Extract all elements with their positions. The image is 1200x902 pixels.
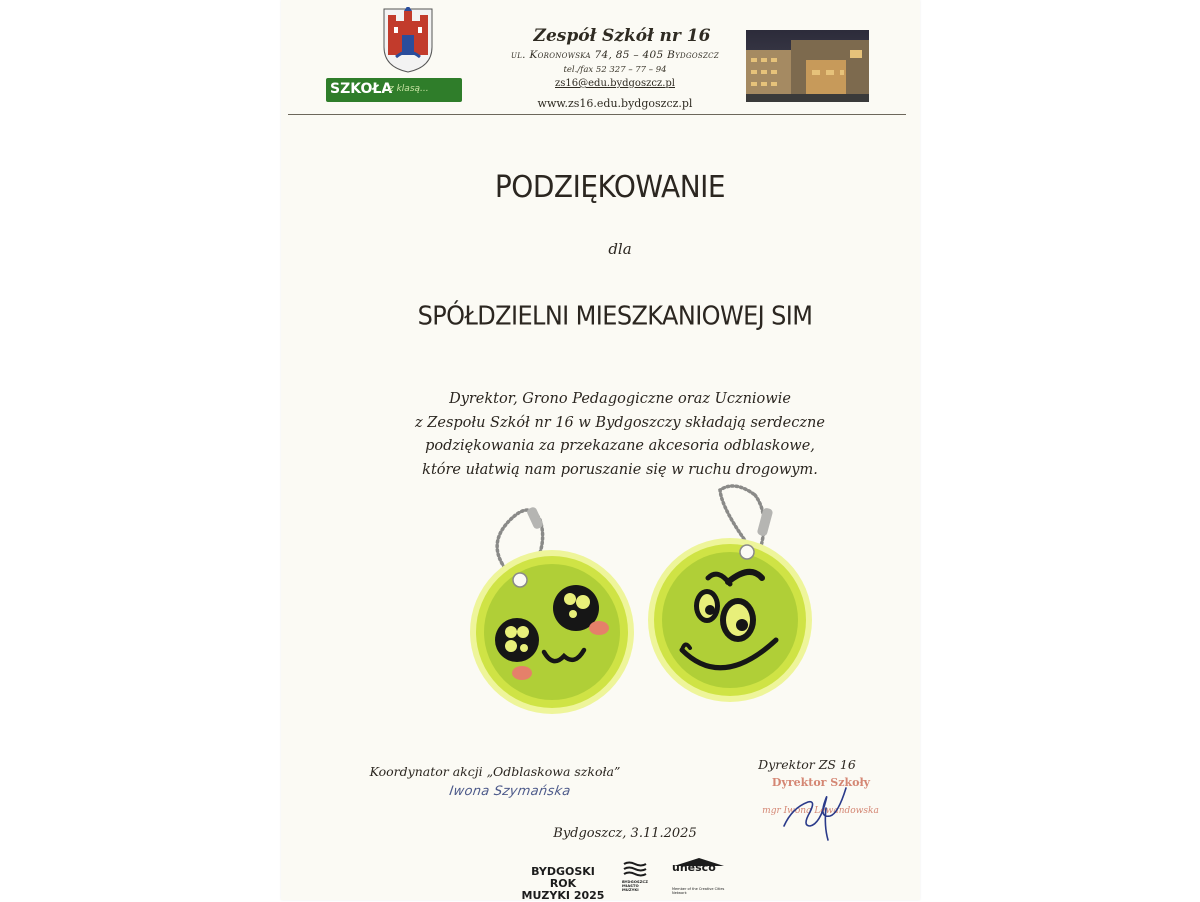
reflector-right-face-icon [648, 538, 812, 702]
for-word: dla [608, 240, 632, 258]
reflector-left-face-icon [470, 550, 634, 714]
body-line: podziękowania za przekazane akcesoria odblaskowe, [425, 438, 815, 454]
school-phone: tel./fax 52 327 – 77 – 94 [563, 65, 667, 75]
chain-clasp-left [526, 506, 544, 530]
certificate-body [380, 388, 860, 482]
certificate-title: PODZIĘKOWANIE [494, 168, 726, 205]
coordinator-signature: Iwona Szymańska [448, 784, 572, 799]
unesco-logo: unesco [672, 861, 716, 874]
music-city-logo-icon [623, 861, 647, 879]
badge-sub-text: z klasą... [389, 84, 429, 94]
badge-main-text: SZKOŁA [330, 81, 393, 97]
school-email[interactable]: zs16@edu.bydgoszcz.pl [555, 78, 675, 89]
body-line: które ułatwią nam poruszanie się w ruchu drogowym. [422, 461, 818, 478]
director-stamp-name: mgr Iwona Lewandowska [762, 806, 879, 816]
music-city-line2: MIASTO [622, 883, 639, 889]
certificate-date: Bydgoszcz, 3.11.2025 [553, 826, 697, 841]
bydgoszcz-coat-of-arms-icon [382, 7, 434, 73]
music-city-line3: MUZYKI [622, 887, 639, 893]
music-year-logo [517, 866, 609, 902]
body-line: Dyrektor, Grono Pedagogiczne oraz Uczniowie [449, 391, 791, 407]
music-year-line1: BYDGOSKI ROK [531, 865, 595, 890]
director-signature-icon [780, 778, 860, 844]
coordinator-label: Koordynator akcji „Odblaskowa szkoła” [369, 764, 621, 779]
school-address: ul. Koronowska 74, 85 – 405 Bydgoszcz [511, 49, 719, 61]
music-year-line2: MUZYKI 2025 [521, 889, 605, 902]
school-building-photo [746, 30, 869, 102]
school-website[interactable]: www.zs16.edu.bydgoszcz.pl [537, 97, 693, 110]
school-badge [326, 78, 462, 102]
director-stamp-title: Dyrektor Szkoły [771, 776, 871, 789]
recipient-name: SPÓŁDZIELNI MIESZKANIOWEJ SIM [417, 300, 813, 332]
music-city-text [622, 880, 652, 893]
director-label: Dyrektor ZS 16 [758, 757, 856, 772]
unesco-subtitle: Member of the Creative Cities Network [672, 887, 725, 895]
body-line: z Zespołu Szkół nr 16 w Bydgoszczy składają serdeczne [415, 414, 825, 431]
school-name: Zespół Szkół nr 16 [533, 26, 711, 46]
reflector-keychains-photo [460, 480, 820, 720]
header-divider [288, 114, 906, 115]
chain-clasp-right [757, 507, 774, 537]
music-city-line1: BYDGOSZCZ [622, 879, 648, 884]
